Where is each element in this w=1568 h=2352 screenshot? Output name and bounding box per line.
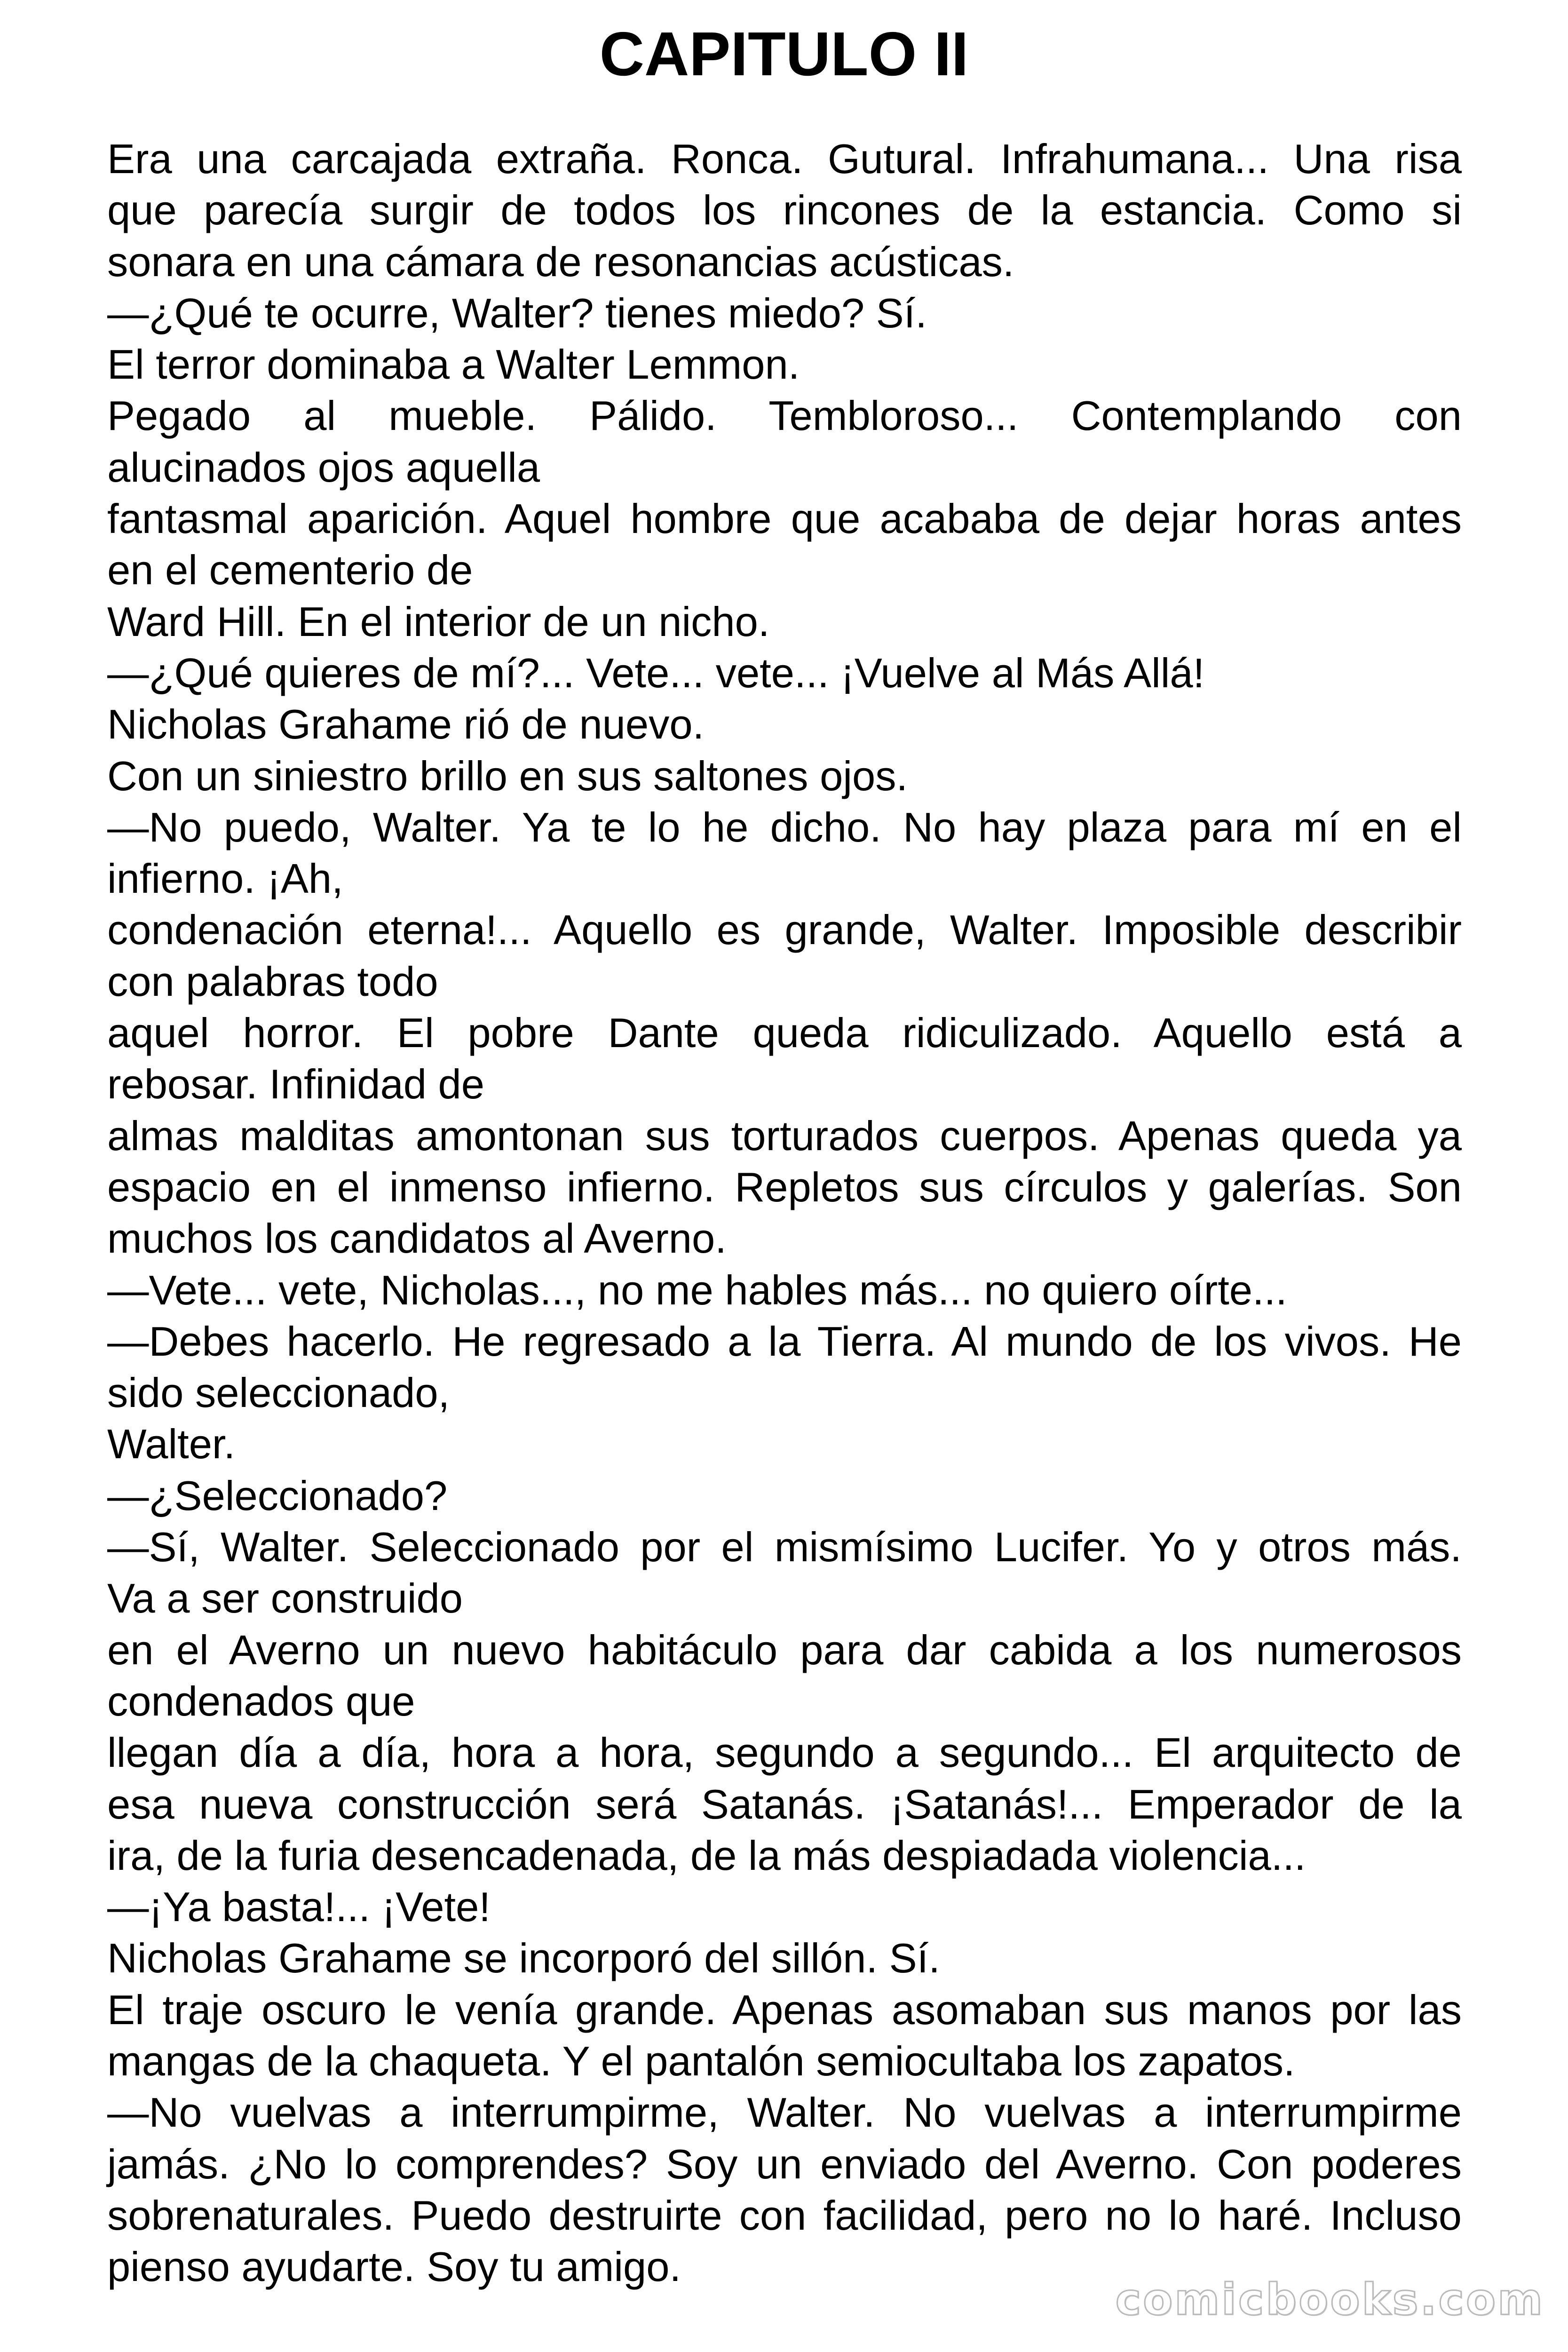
text-line: esa nueva construcción será Satanás. ¡Satanás!... Emperador de la <box>107 1780 1462 1828</box>
text-line: —Vete... vete, Nicholas..., no me hables más... no quiero oírte... <box>107 1266 1287 1313</box>
text-line: pienso ayudarte. Soy tu amigo. <box>107 2243 681 2290</box>
text-line: —Sí, Walter. Seleccionado por el mismísimo Lucifer. Yo y otros más. <box>107 1524 1462 1571</box>
text-line: aquel horror. El pobre Dante queda ridiculizado. Aquello está a <box>107 1009 1462 1057</box>
watermark-logo: comicbooks.com <box>1115 2274 1544 2325</box>
text-line: llegan día a día, hora a hora, segundo a segundo... El arquitecto de <box>107 1729 1462 1776</box>
text-line: mangas de la chaqueta. Y el pantalón semiocultaba los zapatos. <box>107 2037 1295 2084</box>
text-line: espacio en el inmenso infierno. Repletos sus círculos y galerías. Son <box>107 1163 1462 1210</box>
text-line: Ward Hill. En el interior de un nicho. <box>107 598 770 645</box>
text-line: infierno. ¡Ah, <box>107 855 343 902</box>
text-line: que parecía surgir de todos los rincones de la estancia. Como si <box>107 187 1462 234</box>
text-line: —¡Ya basta!... ¡Vete! <box>107 1883 491 1931</box>
body-text <box>107 133 1462 2292</box>
text-line: sido seleccionado, <box>107 1369 450 1416</box>
chapter-title: CAPITULO II <box>599 19 969 88</box>
text-line: Nicholas Grahame rió de nuevo. <box>107 701 705 748</box>
text-line: Nicholas Grahame se incorporó del sillón. Sí. <box>107 1935 940 1982</box>
text-line: ira, de la furia desencadenada, de la más despiadada violencia... <box>107 1832 1306 1879</box>
text-line: Walter. <box>107 1421 236 1468</box>
text-line: sobrenaturales. Puedo destruirte con facilidad, pero no lo haré. Incluso <box>107 2192 1462 2239</box>
text-line: con palabras todo <box>107 958 438 1005</box>
text-line: El terror dominaba a Walter Lemmon. <box>107 341 800 388</box>
text-line: —No vuelvas a interrumpirme, Walter. No vuelvas a interrumpirme <box>107 2089 1462 2136</box>
text-line: —Debes hacerlo. He regresado a la Tierra. Al mundo de los vivos. He <box>107 1318 1462 1365</box>
text-line: rebosar. Infinidad de <box>107 1061 484 1108</box>
text-line: —¿Qué quieres de mí?... Vete... vete... ¡Vuelve al Más Allá! <box>107 649 1205 696</box>
text-line: condenados que <box>107 1677 415 1724</box>
text-line: Va a ser construido <box>107 1575 463 1622</box>
text-line: jamás. ¿No lo comprendes? Soy un enviado del Averno. Con poderes <box>107 2140 1462 2187</box>
text-line: muchos los candidatos al Averno. <box>107 1215 727 1262</box>
text-line: condenación eterna!... Aquello es grande, Walter. Imposible describir <box>107 906 1462 954</box>
text-line: —No puedo, Walter. Ya te lo he dicho. No hay plaza para mí en el <box>107 803 1462 850</box>
text-line: en el cementerio de <box>107 547 473 594</box>
text-line: alucinados ojos aquella <box>107 444 540 491</box>
text-line: Pegado al mueble. Pálido. Tembloroso... Contemplando con <box>107 392 1462 439</box>
text-line: El traje oscuro le venía grande. Apenas asomaban sus manos por las <box>107 1986 1462 2033</box>
text-line: Con un siniestro brillo en sus saltones ojos. <box>107 752 908 799</box>
text-line: en el Averno un nuevo habitáculo para dar cabida a los numerosos <box>107 1626 1462 1673</box>
text-line: sonara en una cámara de resonancias acústicas. <box>107 238 1014 285</box>
text-line: —¿Qué te ocurre, Walter? tienes miedo? Sí. <box>107 289 927 336</box>
text-line: Era una carcajada extraña. Ronca. Gutural. Infrahumana... Una risa <box>107 135 1462 182</box>
text-line: almas malditas amontonan sus torturados cuerpos. Apenas queda ya <box>107 1112 1462 1159</box>
text-line: fantasmal aparición. Aquel hombre que acababa de dejar horas antes <box>107 495 1462 542</box>
text-line: —¿Seleccionado? <box>107 1472 448 1519</box>
